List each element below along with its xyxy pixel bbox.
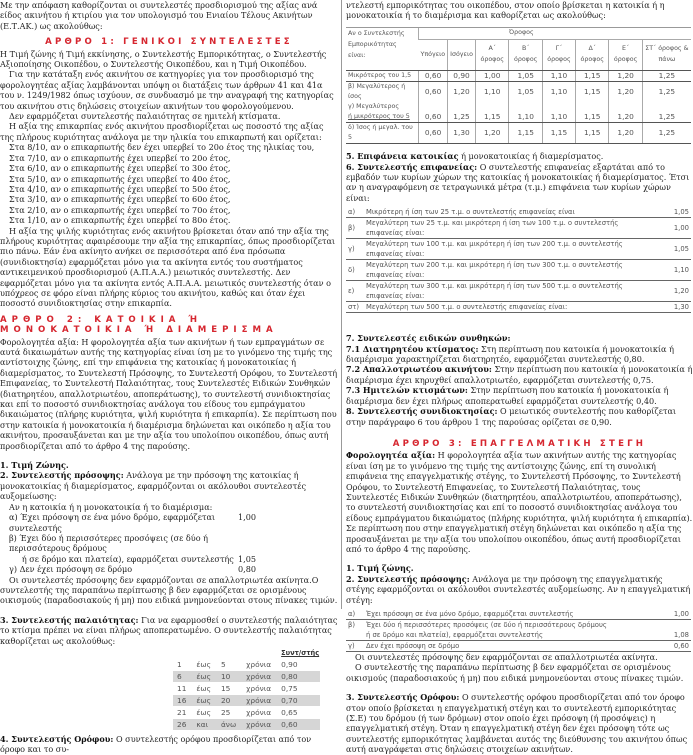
business-facade-row	[346, 641, 691, 652]
section-text: Ο συντελεστής ορόφου προσδιορίζεται από τον όροφο και το συ-	[0, 733, 312, 755]
age-cell-unit: χρόνια	[242, 718, 277, 730]
surface-key: στ)	[346, 302, 364, 313]
floor-coef-cell: 1,20	[448, 82, 476, 103]
surface-row	[346, 239, 691, 260]
surface-label: Μεγαλύτερη των 100 τ.μ. και μικρότερη ή ίση των 200 τ.μ. ο συντελεστής επιφανείας είναι:	[364, 239, 657, 260]
floor-row-label-text: γ) Μεγαλύτερος	[348, 103, 400, 111]
age-cell-to: 10	[217, 670, 242, 682]
floor-table-row	[346, 82, 691, 103]
floor-coef-cell: 1,20	[609, 70, 642, 81]
floor-table-row	[346, 70, 691, 81]
facade-row: β) Έχει δύο ή περισσότερες προσόψεις (σε δύο ή περισσότερους δρόμους	[9, 532, 208, 554]
usufruct-item: Στα 3/10, αν ο επικαρπωτής έχει υπερβεί το 60ο έτος,	[9, 194, 231, 205]
floor-coef-cell: 1,10	[542, 82, 575, 103]
facade-label: Δεν έχει πρόσοψη σε δρόμο	[364, 641, 657, 652]
surface-value: 1,00	[657, 218, 691, 239]
age-cell-from: 26	[173, 718, 192, 730]
floor-coef-cell: 1,25	[642, 102, 691, 123]
age-coefficient-table	[173, 647, 320, 731]
intro-paragraph: Με την απόφαση καθορίζονται οι συντελεστές προσδιορισμού της αξίας ανά είδος ακινήτου ή κτιρίου για τον υπολογισμό του Ενιαίου Τέλους Ακινήτων (Ε.Τ.ΑΚ.) ως ακολούθως:	[0, 0, 318, 31]
article-1-paragraph: Η αξία της ψιλής κυριότητας ενός ακινήτου βρίσκεται όταν από την αξία της πλήρους κυριότητας αφαιρέσουμε την αξία της επικαρπίας, όπως προσδιορίζεται πιο πάνω. Εάν ένα ακίνητο ανήκει σε περισσότερα από ένα πρόσωπα (συνιδιοκτησία) εφαρμόζεται μόνο για τα ακίνητα εντός του συστήματος αντικειμενικού προσδιορισμού (Α.Π.Α.Α.) μειωτικός συντελεστής. Δεν εφαρμόζεται μόνο για τα ακίνητα εντός Α.Π.Α.Α. μειωτικός συντελεστής όταν ο υπόχρεος σε φόρο είναι πλήρης κύριος του ακινήτου, καθώς και όταν έχει ποσοστό συνιδιοκτησίας στην επικαρπία.	[0, 225, 336, 309]
age-cell-coef: 0,80	[277, 670, 320, 682]
article-2-heading: ΑΡΘΡΟ 2: ΚΑΤΟΙΚΙΑ Ή ΜΟΝΟΚΑΤΟΙΚΙΑ Ή ΔΙΑΜΕΡΙΣΜΑ	[0, 314, 278, 336]
floor-coef-cell: 1,15	[542, 123, 575, 144]
surface-key: δ)	[346, 260, 364, 281]
section-title: 4. Συντελεστής Ορόφου:	[0, 733, 114, 744]
facade-label: Έχει δύο ή περισσότερες προσόψεις (σε δύο ή περισσότερους δρόμους	[366, 621, 607, 629]
floor-coef-cell: 1,15	[509, 123, 542, 144]
floor-column-header: Β΄ όροφος	[509, 39, 542, 70]
right-column	[346, 0, 693, 755]
floor-coef-cell: 0,60	[419, 123, 448, 144]
article-1-paragraph: Δεν εφαρμόζεται συντελεστής παλαιότητας σε ημιτελή κτίσματα.	[9, 111, 281, 122]
surface-row	[346, 281, 691, 302]
article-1-heading: ΑΡΘΡΟ 1: ΓΕΝΙΚΟΙ ΣΥΝΤΕΛΕΣΤΕΣ	[45, 37, 293, 48]
column-divider	[341, 0, 342, 609]
age-cell-unit: χρόνια	[242, 694, 277, 706]
age-cell-coef: 0,90	[277, 659, 320, 671]
section-text: Στην περίπτωση που κατοικία ή μονοκατοικία ή διαμέρισμα έχει κηρυχθεί απαλλοτριωτέο, εφαρμόζεται συντελεστής 0,75.	[346, 364, 693, 385]
floor-coef-cell: 1,05	[509, 82, 542, 103]
age-cell-coef: 0,75	[277, 682, 320, 694]
floor-coef-cell: 1,25	[642, 82, 691, 103]
facade-value: 0,60	[657, 641, 691, 652]
floor-coef-cell: 1,30	[448, 123, 476, 144]
section-title: 6. Συντελεστής επιφανείας:	[346, 161, 478, 172]
floor-column-header: Δ΄ όροφος	[575, 39, 609, 70]
floor-coef-cell: 1,20	[609, 82, 642, 103]
floor-coef-cell: 0,60	[419, 82, 448, 103]
floor-column-header: Υπόγειο	[419, 39, 448, 70]
floor-coef-cell: 1,10	[475, 82, 509, 103]
article-3-heading: ΑΡΘΡΟ 3: ΕΠΑΓΓΕΛΜΑΤΙΚΗ ΣΤΕΓΗ	[392, 438, 647, 449]
age-cell-to: άνω	[217, 718, 242, 730]
left-column	[0, 0, 338, 755]
floor-column-header: Α΄ όροφος	[475, 39, 509, 70]
facade-value	[657, 620, 691, 631]
age-cell-unit: χρόνια	[242, 706, 277, 718]
surface-value: 1,05	[657, 207, 691, 218]
floor-row-label	[346, 70, 419, 81]
article-2-paragraph: Φορολογητέα αξία: Η φορολογητέα αξία των ακινήτων ή των εμπραγμάτων σε αυτά δικαιωμάτων αυτής της κατηγορίας είναι ίση με το γινόμενο της τιμής της αντίστοιχης ζώνης, επί την επιφάνεια της κατοικίας ή μονοκατοικίας ή διαμερίσματος, το Συντελεστή Πρόσοψης, το Συντελεστή Ορόφου, το Συντελεστή Επιφανείας, το Συντελεστή Παλαιότητας, τους Συντελεστές Ειδικών Συνθηκών (διατηρητέου, απαλλοτριωτέου, αποπεράτωσης), το συντελεστή συνιδιοκτησίας και επί το ποσοστό συνιδιοκτησίας ανάλογα του είδους του εμπράγματου δικαιώματος (πλήρης κυριότητα, ψιλή κυριότητα ή επικαρπία). Σε περίπτωση που στην κατοικία ή μονοκατοικία ή διαμέρισμα δηλώνεται και οικόπεδο η αξία του ακινήτου, προσαυξάνεται και με την αξία του υπολοίπου οικοπέδου, όπως αυτή προσδιορίζεται από το άρθρο 4 της παρούσης.	[0, 336, 338, 451]
age-cell-sep: έως	[192, 670, 217, 682]
age-cell-sep: έως	[192, 706, 217, 718]
article-1-paragraph: Για την κατάταξη ενός ακινήτου σε κατηγορίες για τον προσδιορισμό της φορολογητέας αξίας λαμβάνονται υπόψη οι διατάξεις των άρθρων 41 και 41α του ν. 1249/1982 όπως ισχύουν, σε συνδυασμό με την αναγραφή της κατηγορίας του ακινήτου στις δηλώσεις στοιχείων ακινήτων του φορολογούμενου.	[0, 69, 334, 111]
floor-column-header: Ισόγειο	[448, 39, 476, 70]
facade-note: Ο συντελεστής της παραπάνω περίπτωσης β δεν εφαρμόζεται σε ορισμένους οικισμούς (παραδοσιακούς ή μη) που ειδικά μνημονεύονται στους πίνακες τιμών.	[346, 662, 684, 683]
floor-coef-cell: 1,20	[609, 102, 642, 123]
business-facade-row	[346, 620, 691, 631]
floor-coef-cell: 1,05	[509, 70, 542, 81]
age-cell-to: 15	[217, 682, 242, 694]
business-facade-table	[346, 609, 691, 652]
floor-column-header: Γ΄ όροφος	[542, 39, 575, 70]
section-title: 1. Τιμή ζώνης.	[346, 563, 414, 574]
age-cell-from: 21	[173, 706, 192, 718]
surface-row	[346, 207, 691, 218]
floor-row-label-text: Μικρότερος του 1,5	[348, 72, 412, 80]
floor-coefficient-table	[346, 27, 691, 144]
floor-column-header: Ε΄ όροφος	[609, 39, 642, 70]
floor-row-label	[346, 82, 419, 103]
floor-table-row	[346, 123, 691, 144]
age-cell-sep: έως	[192, 659, 217, 671]
section-title: 2. Συντελεστής πρόσοψης:	[0, 470, 124, 481]
section-text: Ο συντελεστής επιφανείας εξαρτάται από το εμβαδόν των κυρίων χώρων της κατοικίας ή μονοκατοικίας ή διαμερίσματος. Έτσι αν η αναγραφόμενη σε τετραγωνικά μέτρα (τ.μ.) επιφάνεια των κυρίων χώρων είναι:	[346, 161, 690, 203]
floor-row-label	[346, 102, 419, 123]
age-cell-to: 25	[217, 706, 242, 718]
floor-coef-cell: 1,25	[642, 123, 691, 144]
age-cell-unit: χρόνια	[242, 659, 277, 671]
floor-coef-cell: 1,25	[448, 102, 476, 123]
age-cell-from: 11	[173, 682, 192, 694]
age-table-row	[173, 659, 320, 671]
facade-note: Οι συντελεστές πρόσοψης δεν εφαρμόζονται σε απαλλοτριωτέα ακίνητα.	[355, 652, 658, 662]
floor-coef-cell: 1,25	[642, 70, 691, 81]
surface-coefficient-table	[346, 207, 691, 313]
floor-coef-cell: 0,60	[419, 102, 448, 123]
surface-label: Μεγαλύτερη των 200 τ.μ. και μικρότερη ή ίση των 300 τ.μ. ο συντελεστής επιφανείας είναι:	[364, 260, 657, 281]
surface-key: α)	[346, 207, 364, 218]
age-table-header: Συντ/στής	[281, 648, 320, 657]
section-title: 7.2 Απαλλοτριωτέου ακινήτου:	[346, 364, 492, 375]
surface-key: γ)	[346, 239, 364, 260]
section-text: Ανάλογα με την πρόσοψη της επαγγελματικής στέγης εφαρμόζονται οι ακόλουθοι συντελεστές αυξομείωσης. Αν η επαγγελματική στέγη:	[346, 573, 691, 605]
floor-coef-cell: 1,15	[575, 70, 609, 81]
age-cell-sep: και	[192, 718, 217, 730]
facade-value: 0,80	[237, 564, 256, 575]
section-text: Για να εφαρμοσθεί ο συντελεστής παλαιότητας το κτίσμα πρέπει να είναι πλήρως αποπερατωμένο. Ο συντελεστής παλαιότητας καθορίζεται ως ακολούθως:	[0, 614, 338, 646]
facade-key: γ)	[346, 641, 364, 652]
age-cell-to: 5	[217, 659, 242, 671]
surface-value: 1,20	[657, 281, 691, 302]
facade-list	[0, 512, 338, 574]
age-table-row	[173, 718, 320, 730]
age-table-row	[173, 670, 320, 682]
floor-coef-cell: 1,20	[609, 123, 642, 144]
surface-key: ε)	[346, 281, 364, 302]
usufruct-item: Στα 4/10, αν ο επικαρπωτής έχει υπερβεί το 50ο έτος,	[9, 183, 231, 194]
facade-value: 1,05	[237, 553, 256, 564]
surface-value: 1,05	[657, 239, 691, 260]
age-cell-unit: χρόνια	[242, 670, 277, 682]
floor-coef-cell: 1,15	[575, 102, 609, 123]
section-text: Ο μειωτικός συντελεστής που καθορίζεται στην παράγραφο 6 του άρθρου 1 της παρούσας ορίζεται σε 0,90.	[346, 406, 677, 427]
floor-row-label-text: β) Μεγαλύτερος ή ίσος	[348, 83, 406, 101]
age-table-row	[173, 706, 320, 718]
section-title: 2. Συντελεστής πρόσοψης:	[346, 573, 470, 584]
usufruct-item: Στα 2/10, αν ο επικαρπωτής έχει υπερβεί το 70ο έτος,	[9, 204, 231, 215]
facade-key	[346, 630, 364, 641]
facade-label: ή σε δρόμο και πλατεία), εφαρμόζεται συντελεστής	[364, 630, 657, 641]
surface-label: Μεγαλύτερη των 500 τ.μ. ο συντελεστής επιφανείας είναι:	[364, 302, 657, 313]
floor-row-label-text: δ) Ίσος ή μεγαλ. του 5	[348, 124, 413, 142]
section-title: 5. Επιφάνεια κατοικίας	[346, 151, 459, 162]
floor-coef-cell: 0,90	[448, 70, 476, 81]
age-cell-from: 6	[173, 670, 192, 682]
age-cell-coef: 0,65	[277, 706, 320, 718]
surface-row	[346, 302, 691, 313]
surface-label: Μικρότερη ή ίση των 25 τ.μ. ο συντελεστής επιφανείας είναι	[364, 207, 657, 218]
article-1-paragraph: Η Τιμή ζώνης ή Τιμή εκκίνησης, ο Συντελεστής Εμπορικότητας, ο Συντελεστής Αξιοποίησης Οικοπέδου, ο Συντελεστής Οικοπέδου, και η Τιμή Οικοπέδου.	[0, 48, 327, 70]
floor-coef-cell: 0,60	[419, 70, 448, 81]
section-title: 1. Τιμή Ζώνης.	[0, 460, 69, 471]
business-facade-row	[346, 609, 691, 620]
continuation-paragraph: ντελεστή εμπορικότητας του οικοπέδου, στον οποίο βρίσκεται η κατοικία ή η μονοκατοικία ή το διαμέρισμα και καθορίζεται ως ακολούθως:	[346, 0, 665, 21]
usufruct-item: Στα 7/10, αν ο επικαρπωτής έχει υπερβεί το 20ο έτος,	[9, 152, 231, 163]
usufruct-item: Στα 8/10, αν ο επικαρπωτής δεν έχει υπερβεί το 20ο έτος της ηλικίας του,	[9, 142, 315, 153]
floor-coef-cell: 1,15	[475, 102, 509, 123]
section-text: Η φορολογητέα αξία των ακινήτων αυτής της κατηγορίας είναι ίση με το γινόμενο της τιμής της αντίστοιχης ζώνης, επί τη συνολική επιφάνεια της επαγγελματικής στέγης, το Συντελεστή Πρόσοψης, το Συντελεστή Ορόφου, το Συντελεστή Επιφανείας, το Συντελεστή Παλαιότητας, τους Συντελεστές Ειδικών Συνθηκών (διατηρητέου, απαλλοτριωτέου, αποπεράτωσης), το συντελεστή συνιδιοκτησίας και επί το ποσοστό συνιδιοκτησίας ανάλογα του είδους εμπράγματου δικαιώματος (πλήρης κυριότητα, ψιλή κυριότητα ή επικαρπία). Σε περίπτωση που στην επαγγελματική στέγη δηλώνεται και οικόπεδο η αξία της προσαυξάνεται με την αξία του υπολοίπου οικοπέδου, όπως αυτή προσδιορίζεται από το άρθρο 4 της παρούσης.	[346, 450, 693, 554]
usufruct-item: Στα 6/10, αν ο επικαρπωτής έχει υπερβεί το 30ο έτος,	[9, 163, 231, 174]
floor-coef-cell: 1,15	[575, 82, 609, 103]
floor-table-corner: Αν ο Συντελεστής Εμπορικότητας είναι:	[346, 27, 419, 70]
floor-row-label-text: ή μικρότερος του 5	[348, 113, 410, 121]
surface-label: Μεγαλύτερη των 25 τ.μ. και μικρότερη ή ίση των 100 τ.μ. ο συντελεστής επιφανείας είναι:	[364, 218, 657, 239]
facade-row: α) Έχει πρόσοψη σε ένα μόνο δρόμο, εφαρμόζεται συντελεστής 1,00	[9, 512, 256, 533]
age-cell-from: 1	[173, 659, 192, 671]
age-cell-coef: 0,60	[277, 718, 320, 730]
facade-note: Οι συντελεστές πρόσοψης δεν εφαρμόζονται σε απαλλοτριωτέα ακίνητα.Ο συντελεστής της παραπάνω περίπτωσης β δεν εφαρμόζεται σε ορισμένους οικισμούς (παραδοσιακούς ή μη) που ειδικά μνημονεύονται στους πίνακες τιμών.	[0, 574, 338, 606]
section-text: Ο συντελεστής ορόφου προσδιορίζεται από τον όροφο στον οποίο βρίσκεται η επαγγελματική στέγη και το συντελεστή εμπορικότητας (Σ.Ε) του δρόμου (ή των δρόμων) στον οποίο έχει πρόσοψη (ή προσόψεις) η επαγγελματική στέγη. Όταν η επαγγελματική στέγη δεν έχει πρόσοψη τότε ως συντελεστής εμπορικότητας λαμβάνεται αυτός της διεύθυνσης του ακινήτου όπως αυτή αναγράφεται στις δηλώσεις στοιχείων ακινήτων.	[346, 692, 688, 755]
floor-coef-cell: 1,15	[575, 123, 609, 144]
floor-coef-cell: 1,00	[475, 70, 509, 81]
facade-row: γ) Δεν έχει πρόσοψη σε δρόμο 0,80	[9, 564, 256, 575]
surface-value: 1,30	[657, 302, 691, 313]
floor-table-row	[346, 102, 691, 123]
section-title: 3. Συντελεστής παλαιότητας:	[0, 614, 139, 625]
facade-value: 1,08	[657, 630, 691, 641]
section-title: 7. Συντελεστές ειδικών συνθηκών:	[346, 333, 511, 344]
floor-column-header: ΣΤ΄ όροφος & πάνω	[642, 39, 691, 70]
article-1-paragraph: Η αξία της επικαρπίας ενός ακινήτου προσδιορίζεται ως ποσοστό της αξίας της πλήρους κυριότητας ανάλογα με την ηλικία του επικαρπωτή και ορίζεται:	[0, 121, 324, 142]
floor-table-group-header: Όροφος	[419, 27, 692, 39]
surface-key: β)	[346, 218, 364, 239]
surface-row	[346, 260, 691, 281]
usufruct-list	[0, 142, 338, 225]
facade-value: 1,00	[657, 609, 691, 620]
age-cell-to: 20	[217, 694, 242, 706]
facade-label: Έχει πρόσοψη σε ένα μόνο δρόμο, εφαρμόζεται συντελεστής	[364, 609, 657, 620]
section-title: 3. Συντελεστής Ορόφου:	[346, 692, 460, 703]
age-table-row	[173, 694, 320, 706]
age-table-row	[173, 682, 320, 694]
section-title: 8. Συντελεστής συνιδιοκτησίας:	[346, 406, 498, 417]
usufruct-item: Στα 1/10, αν ο επικαρπωτής έχει υπερβεί το 80ο έτος.	[9, 215, 231, 226]
section-text: ή μονοκατοικίας ή διαμερίσματος.	[458, 151, 604, 162]
age-cell-sep: έως	[192, 694, 217, 706]
section-text: Στην περίπτωση που κατοικία ή μονοκατοικία ή διαμέρισμα δεν έχει πλήρως αποπερατωθεί εφαρμόζεται συντελεστής 0,40.	[346, 385, 669, 406]
facade-key: α)	[346, 609, 364, 620]
usufruct-item: Στα 5/10, αν ο επικαρπωτής έχει υπερβεί το 40ο έτος,	[9, 173, 231, 184]
section-title: 7.3 Ημιτελών κτισμάτων:	[346, 385, 468, 396]
facade-key: β)	[348, 621, 355, 629]
age-cell-unit: χρόνια	[242, 682, 277, 694]
age-cell-from: 16	[173, 694, 192, 706]
age-cell-coef: 0,70	[277, 694, 320, 706]
surface-row	[346, 218, 691, 239]
age-cell-sep: έως	[192, 682, 217, 694]
floor-coef-cell: 1,10	[542, 102, 575, 123]
section-text: Στη περίπτωση που κατοικία ή μονοκατοικία ή διαμέρισμα χαρακτηρίζεται διατηρητέο, εφαρμόζεται συντελεστής 0,80.	[346, 343, 674, 365]
facade-value: 1,00	[237, 512, 256, 523]
surface-value: 1,10	[657, 260, 691, 281]
floor-coef-cell: 1,10	[509, 102, 542, 123]
section-title: 7.1 Διατηρητέου κτίσματος:	[346, 343, 479, 354]
business-facade-row	[346, 630, 691, 641]
facade-intro: Αν η κατοικία ή η μονοκατοικία ή το διαμέρισμα:	[9, 501, 213, 512]
surface-label: Μεγαλύτερη των 300 τ.μ. και μικρότερη ή ίση των 500 τ.μ. ο συντελεστής επιφανείας είναι:	[364, 281, 657, 302]
floor-coef-cell: 1,20	[475, 123, 509, 144]
floor-coef-cell: 1,10	[542, 70, 575, 81]
section-text: Ανάλογα με την πρόσοψη της κατοικίας ή μονοκατοικίας ή διαμερίσματος, εφαρμόζονται οι ακόλουθοι συντελεστές αυξομείωσης:	[0, 470, 306, 502]
facade-row: ή σε δρόμο και πλατεία), εφαρμόζεται συντελεστής 1,05	[9, 553, 256, 564]
floor-row-label	[346, 123, 419, 144]
section-title: Φορολογητέα αξία:	[346, 450, 436, 461]
